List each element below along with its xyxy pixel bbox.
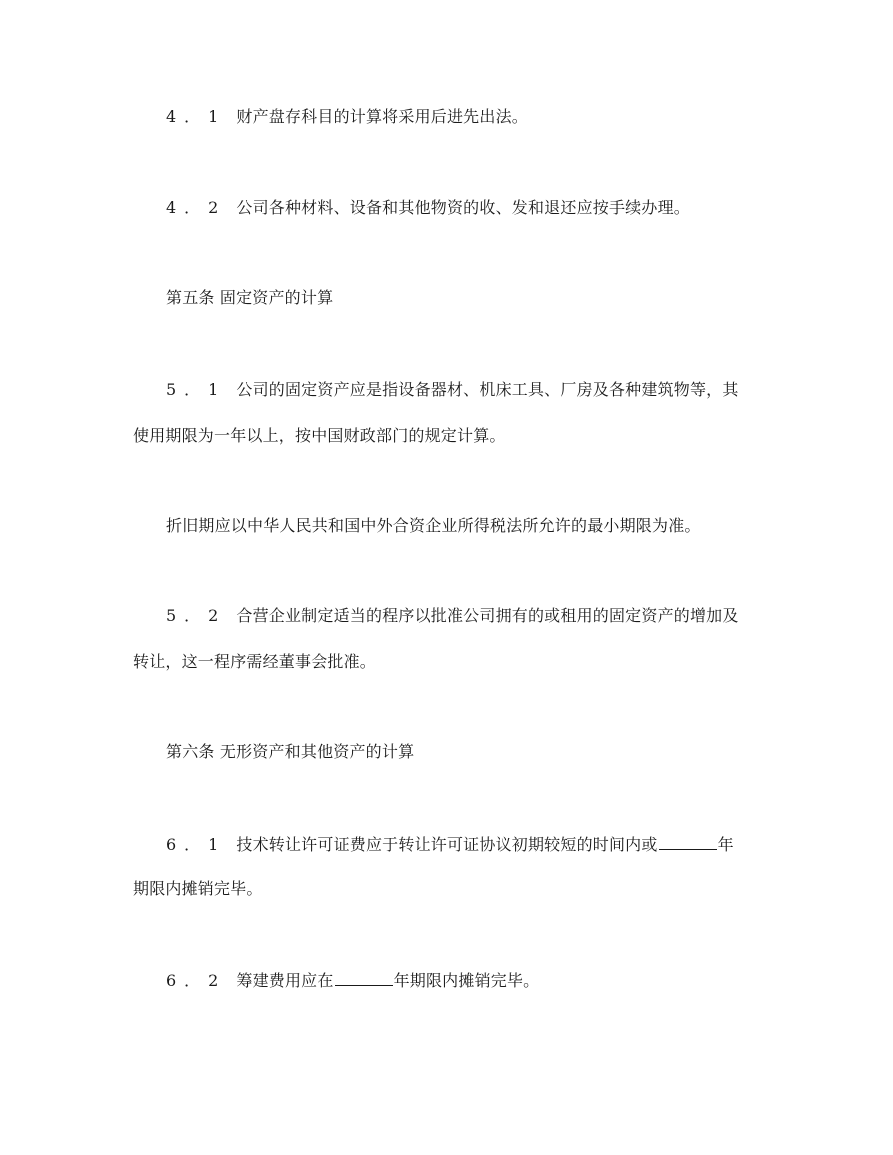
clause-text: 技术转让许可证费应于转让许可证协议初期较短的时间内或 — [236, 835, 658, 854]
article-6-heading — [166, 742, 806, 762]
clause-text: 年期限内摊销完毕。 — [393, 971, 540, 990]
clause-number: 6．2 — [166, 971, 227, 990]
clause-5-2-line-2 — [133, 652, 773, 672]
clause-number: 6．1 — [166, 835, 227, 854]
clause-6-1-line-2 — [133, 879, 773, 899]
clause-4-1 — [166, 107, 806, 127]
clause-6-1-line-1 — [166, 834, 806, 855]
clause-text: 公司各种材料、设备和其他物资的收、发和退还应按手续办理。 — [236, 198, 690, 217]
clause-5-1-note — [166, 516, 806, 536]
clause-text: 公司的固定资产应是指设备器材、机床工具、厂房及各种建筑物等，其 — [236, 380, 739, 399]
article-5-heading — [166, 288, 806, 308]
fill-in-blank — [335, 970, 393, 986]
clause-text: 使用期限为一年以上，按中国财政部门的规定计算。 — [133, 426, 506, 445]
clause-5-1-line-2 — [133, 426, 773, 446]
clause-text: 转让，这一程序需经董事会批准。 — [133, 652, 377, 671]
clause-number: 5．2 — [166, 606, 227, 625]
clause-4-2 — [166, 198, 806, 218]
clause-number: 4．2 — [166, 198, 227, 217]
clause-5-2-line-1 — [166, 606, 806, 626]
clause-text: 年 — [717, 835, 734, 854]
clause-number: 4．1 — [166, 107, 227, 126]
clause-text: 折旧期应以中华人民共和国中外合资企业所得税法所允许的最小期限为准。 — [166, 516, 701, 535]
article-title: 第六条 无形资产和其他资产的计算 — [166, 742, 415, 761]
clause-text: 期限内摊销完毕。 — [133, 879, 263, 898]
clause-number: 5．1 — [166, 380, 227, 399]
article-title: 第五条 固定资产的计算 — [166, 288, 334, 307]
fill-in-blank — [659, 834, 717, 850]
clause-6-2 — [166, 970, 806, 991]
clause-text: 合营企业制定适当的程序以批准公司拥有的或租用的固定资产的增加及 — [236, 606, 739, 625]
clause-text: 财产盘存科目的计算将采用后进先出法。 — [236, 107, 528, 126]
clause-text: 筹建费用应在 — [236, 971, 334, 990]
clause-5-1-line-1 — [166, 380, 806, 400]
